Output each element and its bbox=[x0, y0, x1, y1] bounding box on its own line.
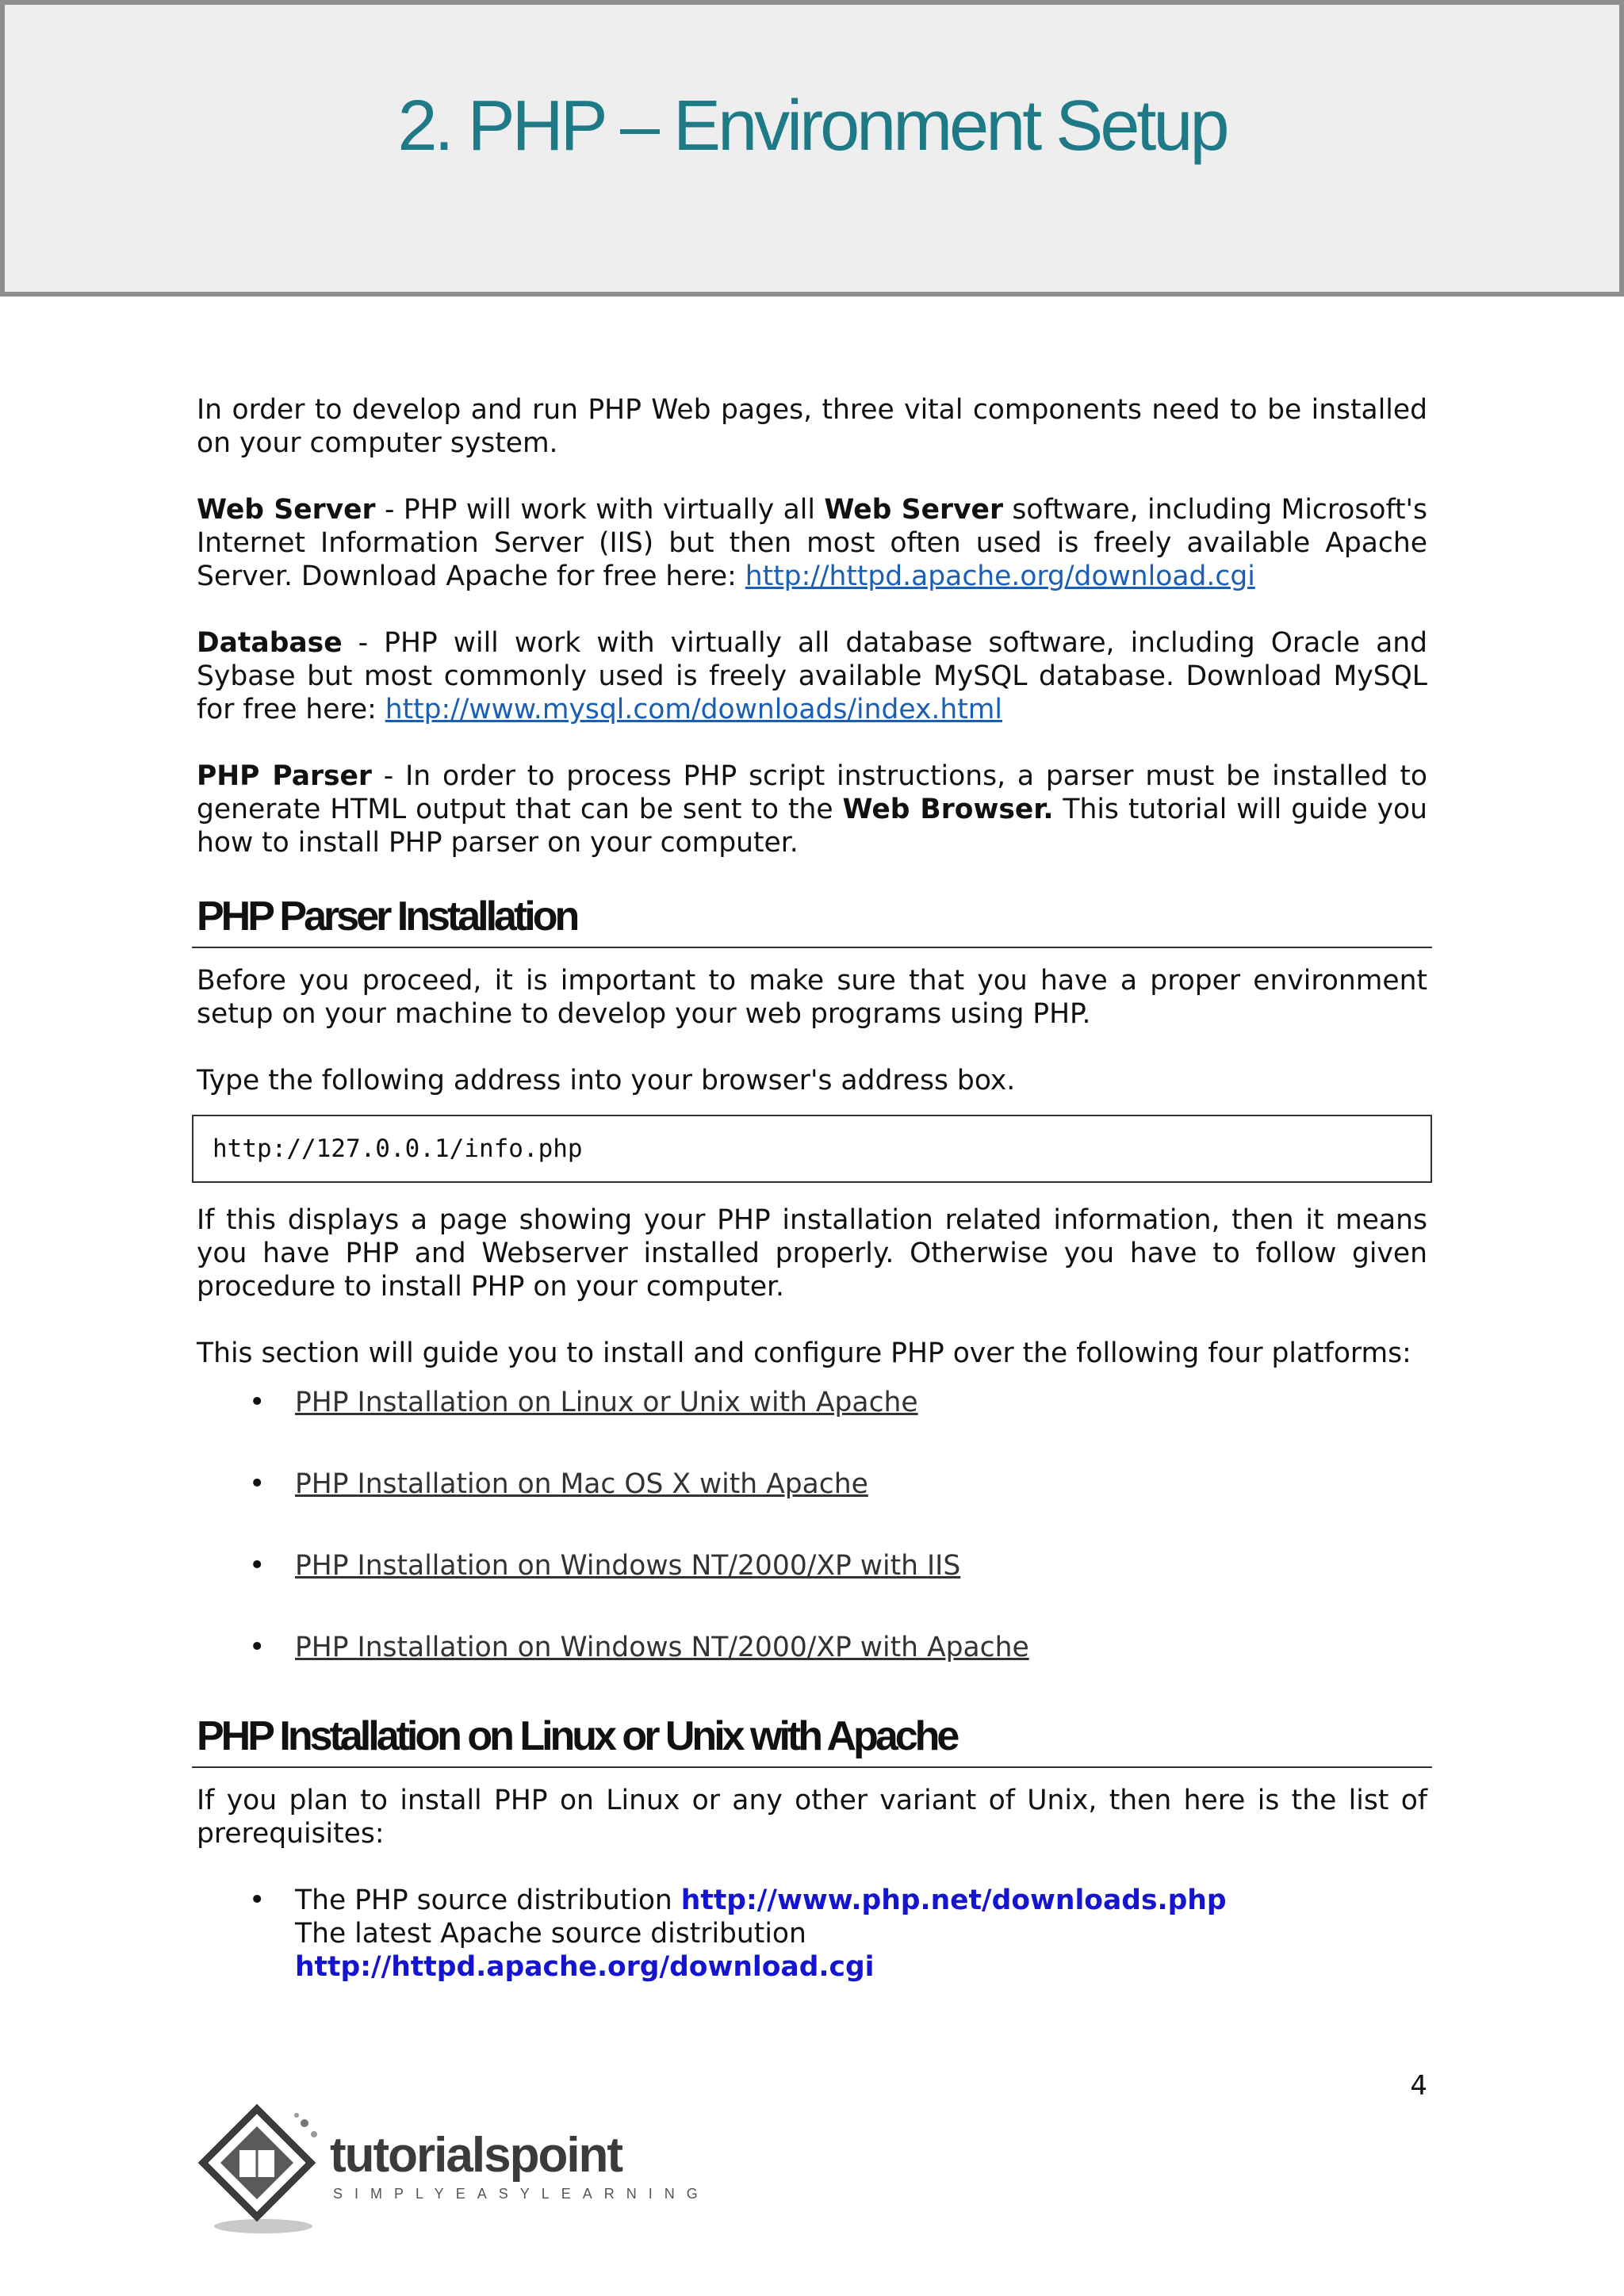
code-url: http://127.0.0.1/info.php bbox=[213, 1135, 583, 1163]
section-heading-linux-unix: PHP Installation on Linux or Unix with Apache bbox=[192, 1712, 1432, 1768]
bullet: • bbox=[249, 1632, 266, 1663]
platform-list bbox=[197, 1386, 1427, 1712]
bullet: • bbox=[249, 1885, 266, 1916]
database-paragraph bbox=[197, 626, 1427, 726]
web-server-term: Web Server bbox=[197, 494, 376, 526]
intro-paragraph: In order to develop and run PHP Web pages, three vital components need to be installed on your computer system. bbox=[197, 394, 1427, 459]
web-server-text-2: software, including Microsoft's Internet Information Server (IIS) but then most often used is freely available Apache Server. Download Apache for free here: bbox=[197, 494, 1428, 592]
php-parser-paragraph bbox=[197, 760, 1427, 859]
web-server-paragraph bbox=[197, 493, 1427, 593]
section-heading-parser-installation: PHP Parser Installation bbox=[192, 893, 1432, 948]
bullet: • bbox=[249, 1550, 266, 1582]
logo-emblem-icon bbox=[193, 2099, 336, 2242]
main-content bbox=[197, 393, 1427, 1984]
display-check-paragraph: If this displays a page showing your PHP installation related information, then it means you have PHP and Webserver installed properly. Otherwise you have to follow given procedure to install PHP on your computer. bbox=[197, 1204, 1427, 1303]
list-item bbox=[197, 1386, 1427, 1468]
platform-link-windows-iis[interactable]: PHP Installation on Windows NT/2000/XP with IIS bbox=[295, 1550, 961, 1582]
bullet: • bbox=[249, 1468, 266, 1500]
proceed-paragraph: Before you proceed, it is important to make sure that you have a proper environment setup on your machine to develop your web programs using PHP. bbox=[197, 965, 1427, 1030]
mysql-download-link[interactable]: http://www.mysql.com/downloads/index.html bbox=[385, 694, 1002, 725]
list-item bbox=[197, 1884, 1427, 1984]
logo-wordmark: tutorialspoint bbox=[330, 2128, 622, 2183]
bullet: • bbox=[249, 1387, 266, 1418]
php-source-text: The PHP source distribution bbox=[295, 1885, 681, 1916]
web-server-term-2: Web Server bbox=[824, 494, 1003, 526]
platform-link-windows-apache[interactable]: PHP Installation on Windows NT/2000/XP with Apache bbox=[295, 1632, 1029, 1663]
type-address-paragraph: Type the following address into your browser's address box. bbox=[197, 1065, 1016, 1096]
list-item bbox=[197, 1549, 1427, 1631]
web-server-text-1: - PHP will work with virtually all bbox=[375, 494, 825, 526]
platform-link-linux[interactable]: PHP Installation on Linux or Unix with Apache bbox=[295, 1387, 918, 1418]
php-parser-text-2: This tutorial will guide you how to install PHP parser on your computer. bbox=[197, 794, 1427, 859]
apache-source-link[interactable]: http://httpd.apache.org/download.cgi bbox=[295, 1951, 875, 1983]
platforms-intro: This section will guide you to install and configure PHP over the following four platforms: bbox=[197, 1337, 1411, 1369]
code-block bbox=[192, 1115, 1432, 1183]
platform-link-macos[interactable]: PHP Installation on Mac OS X with Apache bbox=[295, 1468, 868, 1500]
php-downloads-link[interactable]: http://www.php.net/downloads.php bbox=[680, 1885, 1227, 1916]
prereq-line-php bbox=[295, 1884, 1427, 1917]
database-text: - PHP will work with virtually all database software, including Oracle and Sybase but most commonly used is freely available MySQL database. Download MySQL for free here: bbox=[197, 627, 1427, 725]
list-item bbox=[197, 1631, 1427, 1712]
prerequisite-list bbox=[197, 1884, 1427, 1984]
apache-source-text: The latest Apache source distribution bbox=[295, 1918, 806, 1950]
list-item bbox=[197, 1468, 1427, 1549]
database-term: Database bbox=[197, 627, 343, 659]
logo-tagline: SIMPLYEASYLEARNING bbox=[333, 2186, 710, 2202]
chapter-header bbox=[0, 0, 1624, 297]
php-parser-text-1: - In order to process PHP script instructions, a parser must be installed to generate HTML output that can be sent to the bbox=[197, 760, 1427, 825]
apache-download-link[interactable]: http://httpd.apache.org/download.cgi bbox=[745, 561, 1255, 592]
page-number: 4 bbox=[1410, 2070, 1427, 2102]
php-parser-term: PHP Parser bbox=[197, 760, 372, 792]
chapter-title: 2. PHP – Environment Setup bbox=[397, 86, 1227, 166]
prerequisites-intro: If you plan to install PHP on Linux or any other variant of Unix, then here is the list of prerequisites: bbox=[197, 1785, 1427, 1850]
tutorialspoint-logo bbox=[193, 2099, 710, 2242]
web-browser-term: Web Browser. bbox=[842, 794, 1054, 825]
